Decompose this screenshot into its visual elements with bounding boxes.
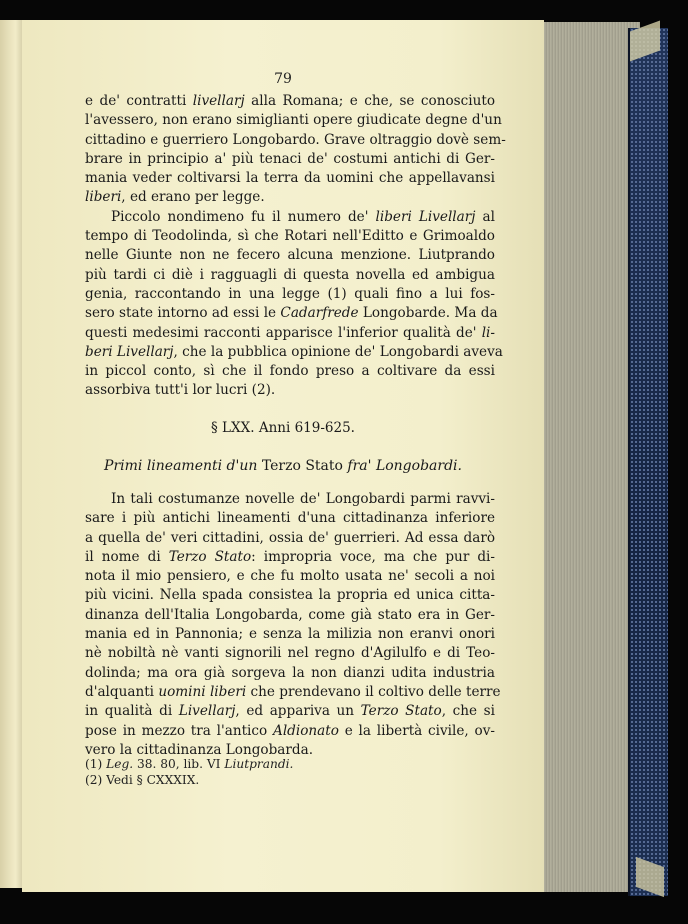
paragraph-2-line: genia, raccontando in una legge (1) quali fino a lui fos- <box>85 285 495 302</box>
paragraph-3-line: d'alquanti uomini liberi che prendevano il coltivo delle terre <box>85 683 501 700</box>
paragraph-3-line: nota il mio pensiero, e che fu molto usata ne' secoli a noi <box>85 568 495 585</box>
paragraph-2-line: assorbiva tutt'i lor lucri (2). <box>85 382 276 399</box>
paragraph-2-line: in piccol conto, sì che il fondo preso a coltivare da essi <box>85 363 495 380</box>
paragraph-3-line: in qualità di Livellarj, ed appariva un Terzo Stato, che si <box>85 703 495 720</box>
paragraph-1 <box>85 92 506 401</box>
paragraph-1-line: mania veder coltivarsi la terra da uomini che appellavansi <box>85 170 495 187</box>
paragraph-1-line: cittadino e guerriero Longobardo. Grave oltraggio dovè sem- <box>85 131 506 148</box>
paragraph-3-line: nè nobiltà nè vanti signorili nel regno d'Agilulfo e di Teo- <box>85 645 495 662</box>
paragraph-1-line: l'avessero, non erano simiglianti opere giudicate degne d'un <box>85 112 502 129</box>
paragraph-3-line: a quella de' veri cittadini, ossia de' guerrieri. Ad essa darò <box>85 529 495 546</box>
footnote: (1) Leg. 38. 80, lib. VI Liutprandi. <box>85 757 294 771</box>
facing-page-edge <box>0 20 23 888</box>
paragraph-2-line: nelle Giunte non ne fecero alcuna menzione. Liutprando <box>85 247 495 264</box>
paragraph-1-line: liberi, ed erano per legge. <box>85 189 265 206</box>
paragraph-3-line: più vicini. Nella spada consistea la propria ed unica citta- <box>85 587 495 604</box>
paragraph-2-line: Piccolo nondimeno fu il numero de' liberi Livellarj al <box>111 208 495 225</box>
paragraph-2-line: sero state intorno ad essi le Cadarfrede Longobarde. Ma da <box>85 305 498 322</box>
paragraph-3-line: vero la cittadinanza Longobarda. <box>85 741 314 758</box>
section-title: Primi lineamenti d'un Terzo Stato fra' Longobardi. <box>104 458 462 474</box>
section-heading: § LXX. Anni 619-625. <box>211 420 355 436</box>
paragraph-2-line: beri Livellarj, che la pubblica opinione de' Longobardi aveva <box>85 343 503 360</box>
paragraph-3-line: mania ed in Pannonia; e senza la milizia non eranvi onori <box>85 626 495 643</box>
paragraph-3-line: sare i più antichi lineamenti d'una cittadinanza inferiore <box>85 510 495 527</box>
paragraph-3 <box>85 490 501 760</box>
book-page <box>22 20 544 892</box>
book-cover <box>628 28 668 896</box>
page-fore-edge <box>544 22 640 892</box>
paragraph-1-line: e de' contratti livellarj alla Romana; e che, se conosciuto <box>85 93 496 109</box>
paragraph-3-line: In tali costumanze novelle de' Longobardi parmi ravvi- <box>111 491 495 507</box>
footnote: (2) Vedi § CXXXIX. <box>85 773 200 787</box>
paragraph-2-line: tempo di Teodolinda, sì che Rotari nell'Editto e Grimoaldo <box>85 228 495 245</box>
page-number: 79 <box>274 71 292 87</box>
paragraph-3-line: pose in mezzo tra l'antico Aldionato e la libertà civile, ov- <box>85 722 495 739</box>
footnotes <box>85 756 385 788</box>
paragraph-2-line: più tardi ci diè i ragguagli di questa novella ed ambigua <box>85 266 495 283</box>
paragraph-2-line: questi medesimi racconti apparisce l'inferior qualità de' li- <box>85 324 495 341</box>
paragraph-3-line: dolinda; ma ora già sorgeva la non dianzi udita industria <box>85 664 495 681</box>
paragraph-3-line: dinanza dell'Italia Longobarda, come già stato era in Ger- <box>85 606 495 623</box>
paragraph-1-line: brare in principio a' più tenaci de' costumi antichi di Ger- <box>85 150 495 167</box>
paragraph-3-line: il nome di Terzo Stato: impropria voce, ma che pur di- <box>85 548 495 565</box>
